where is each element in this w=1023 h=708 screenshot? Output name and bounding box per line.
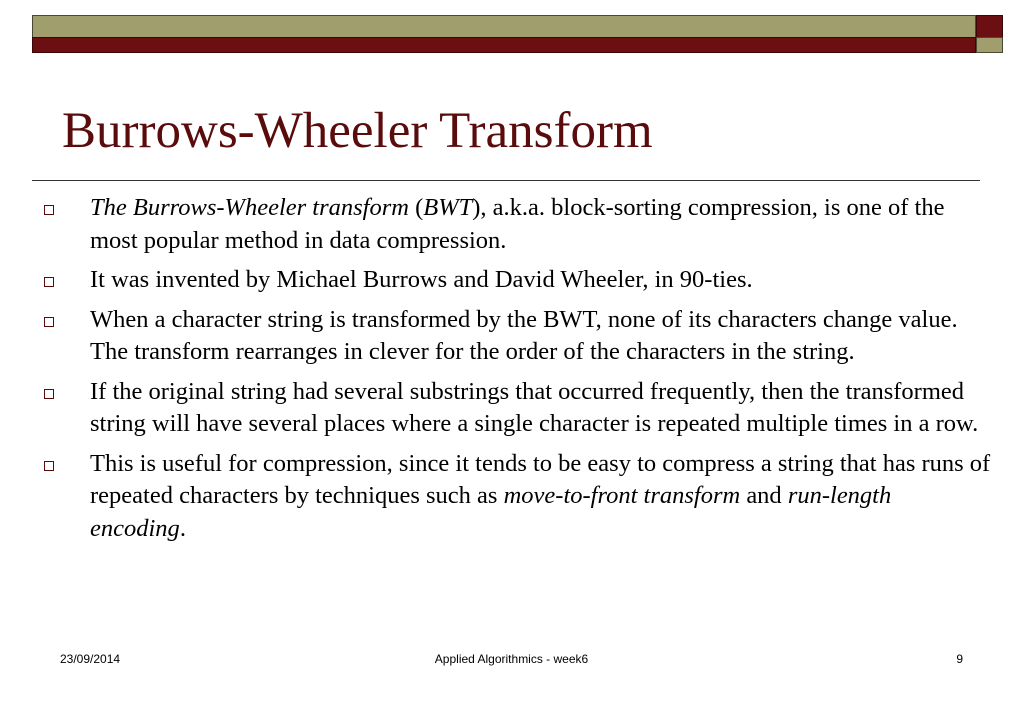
text-segment: This is useful for compression, since it tends to be easy to compress a string that has runs of repeated characters by techniques such as [90,449,991,509]
bullet-item [42,192,992,257]
term-move-to-front: move-to-front transform [503,482,741,509]
header-square-maroon [976,15,1003,38]
bullet-text [90,450,990,542]
bullet-text: It was invented by Michael Burrows and David Wheeler, in 90-ties. [90,266,753,293]
term-bwt-full: The Burrows-Wheeler transform [90,194,409,221]
footer-date: 23/09/2014 [60,652,121,666]
hollow-square-icon [44,461,54,471]
text-segment: . [179,514,186,542]
bullet-text: When a character string is transformed by the BWT, none of its characters change value. The transform rearranges in clever for the order of the characters in the string. [90,305,958,365]
footer-page-number: 9 [956,652,963,666]
header-band-olive [32,15,976,38]
term-run-length: run-length encoding [90,482,892,542]
bullet-item [42,304,992,369]
term-bwt: BWT [423,194,473,221]
bullet-list [42,192,992,552]
hollow-square-icon [44,389,54,399]
text-segment: and [740,482,788,509]
bullet-item [42,264,992,297]
bullet-text [90,194,944,254]
bullet-item [42,376,992,441]
hollow-square-icon [44,205,54,215]
hollow-square-icon [44,277,54,287]
text-segment: ( [408,194,424,221]
bullet-text: If the original string had several substrings that occurred frequently, then the transformed string will have several places where a single character is repeated multiple times in a row. [90,377,979,437]
footer-course: Applied Algorithmics - week6 [434,652,589,666]
header-square-olive [976,37,1003,53]
slide-title: Burrows-Wheeler Transform [62,103,653,159]
text-segment: ), a.k.a. block-sorting compression, is one of the most popular method in data compression. [90,194,945,254]
hollow-square-icon [44,317,54,327]
bullet-item [42,448,992,546]
header-band-maroon [32,37,976,53]
title-divider [32,180,980,181]
